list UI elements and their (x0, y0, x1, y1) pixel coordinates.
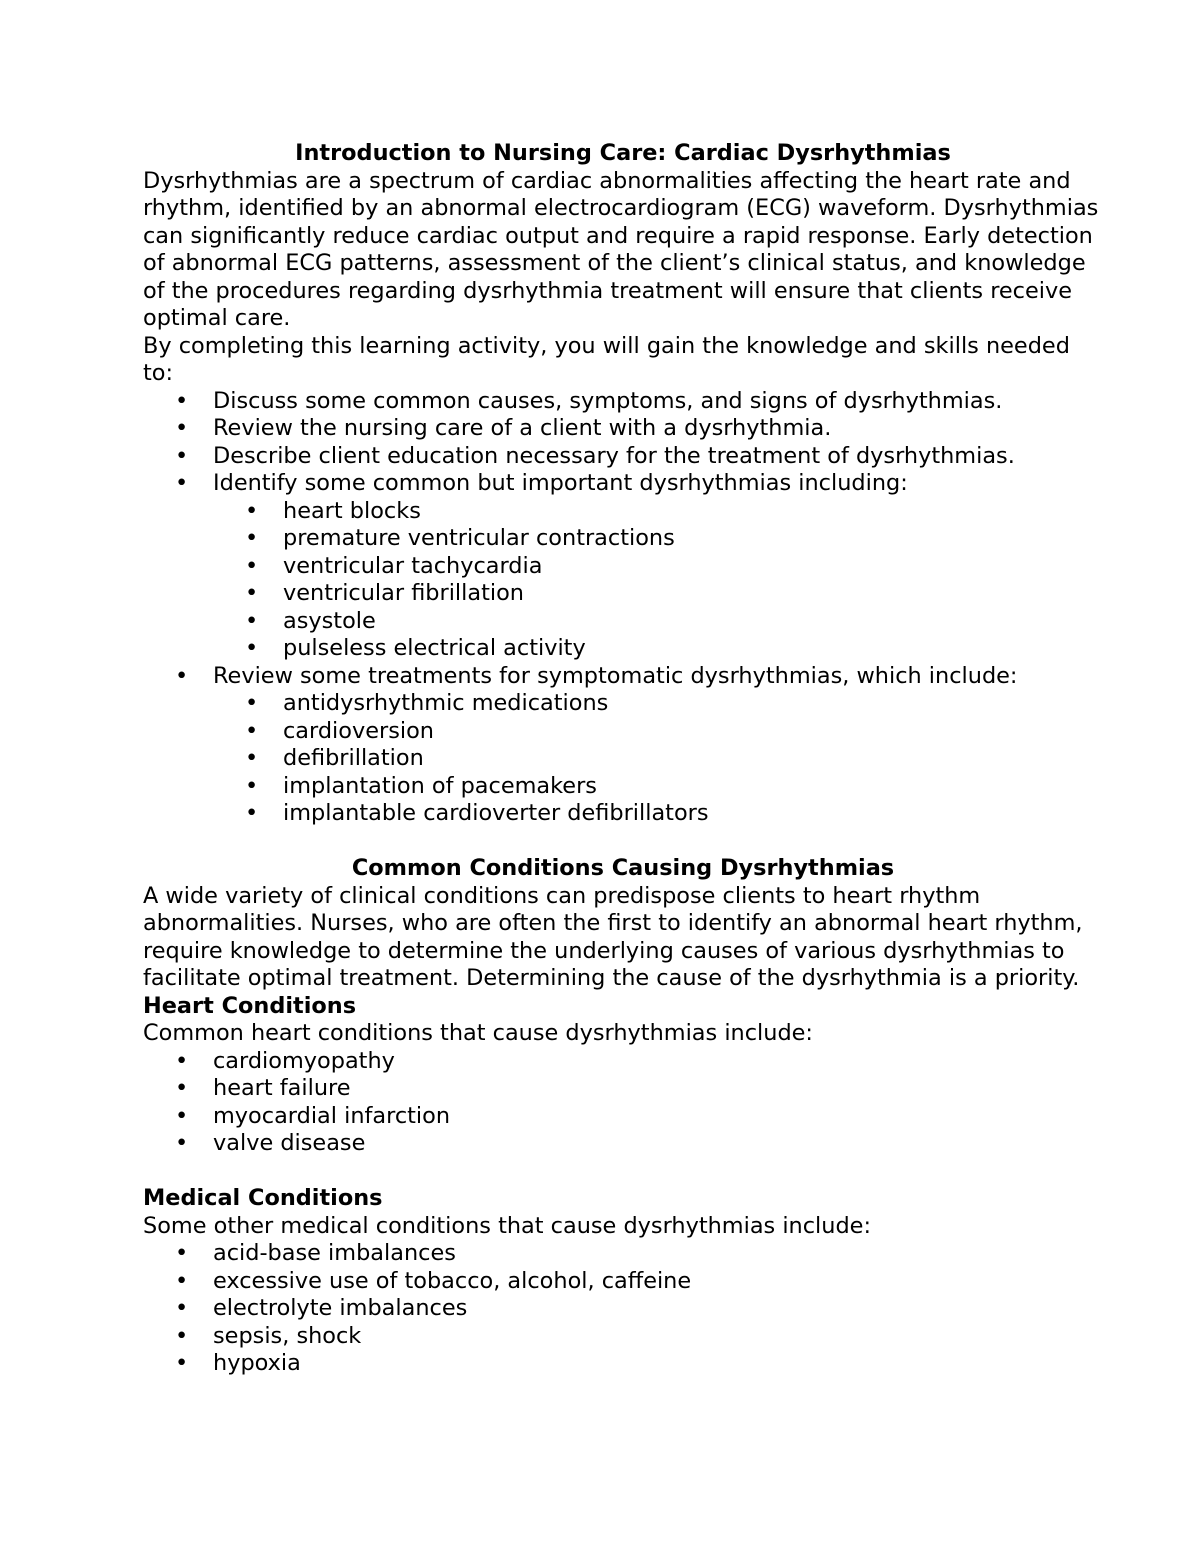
heart-conditions-lead: Common heart conditions that cause dysrhythmias include: (143, 1020, 813, 1046)
list-item: • pulseless electrical activity (245, 635, 586, 661)
objectives-lead: By completing this learning activity, you will gain the knowledge and skills needed to: (143, 332, 1070, 386)
section-spacer (143, 828, 1103, 856)
section-spacer (143, 1158, 1103, 1186)
bullet-icon: • (175, 1130, 189, 1156)
treatments-objective-list (143, 663, 1103, 691)
list-item: • asystole (245, 607, 376, 634)
list-item: • valve disease (175, 1130, 366, 1156)
bullet-icon: • (175, 1047, 189, 1074)
dysrhythmias-list (143, 498, 1103, 663)
list-item: • myocardial infarction (175, 1102, 451, 1129)
list-item: • ventricular tachycardia (245, 552, 543, 579)
conditions-paragraph: A wide variety of clinical conditions can predispose clients to heart rhythm abnormalities. Nurses, who are often the first to identify an abnormal heart rhythm, require knowledge to determine the underlying causes of various dysrhythmias to facilitate optimal treatment. Determining the cause of the dysrhythmia is a priority. (143, 882, 1083, 991)
bullet-icon: • (175, 415, 189, 441)
treatments-list (143, 690, 1103, 828)
bullet-icon: • (245, 800, 259, 826)
list-item: • Discuss some common causes, symptoms, and signs of dysrhythmias. (175, 387, 1003, 414)
bullet-icon: • (175, 1350, 189, 1376)
bullet-icon: • (245, 497, 259, 524)
medical-conditions-heading: Medical Conditions (143, 1185, 383, 1211)
list-item: • cardioversion (245, 717, 434, 744)
bullet-icon: • (245, 552, 259, 579)
bullet-icon: • (245, 745, 259, 771)
bullet-icon: • (245, 690, 259, 716)
objectives-list (143, 388, 1103, 498)
bullet-icon: • (175, 1240, 189, 1266)
document-page (143, 140, 1103, 1378)
list-item: • heart blocks (245, 497, 421, 524)
list-item: • heart failure (175, 1075, 351, 1101)
bullet-icon: • (245, 717, 259, 744)
bullet-icon: • (175, 1102, 189, 1129)
bullet-icon: • (175, 1267, 189, 1294)
bullet-icon: • (175, 470, 189, 496)
bullet-icon: • (245, 580, 259, 606)
list-item: • implantation of pacemakers (245, 772, 597, 799)
heart-conditions-heading: Heart Conditions (143, 992, 357, 1019)
bullet-icon: • (175, 442, 189, 469)
bullet-icon: • (175, 387, 189, 414)
bullet-icon: • (175, 662, 189, 689)
list-item: • Describe client education necessary for the treatment of dysrhythmias. (175, 442, 1015, 469)
bullet-icon: • (245, 525, 259, 551)
list-item: • ventricular fibrillation (245, 580, 524, 606)
bullet-icon: • (175, 1322, 189, 1349)
list-item: • hypoxia (175, 1350, 301, 1376)
bullet-icon: • (175, 1075, 189, 1101)
bullet-icon: • (175, 1295, 189, 1321)
intro-paragraph: Dysrhythmias are a spectrum of cardiac abnormalities affecting the heart rate and rhythm, identified by an abnormal electrocardiogram (ECG) waveform. Dysrhythmias can significantly reduce cardiac output and require a rapid response. Early detection of abnormal ECG patterns, assessment of the client’s clinical status, and knowledge of the procedures regarding dysrhythmia treatment will ensure that clients receive optimal care. (143, 167, 1099, 331)
list-item: • Identify some common but important dysrhythmias including: (175, 470, 908, 496)
list-item: • Review some treatments for symptomatic dysrhythmias, which include: (175, 662, 1018, 689)
page-title: Introduction to Nursing Care: Cardiac Dysrhythmias (295, 140, 951, 166)
list-item: • sepsis, shock (175, 1322, 362, 1349)
list-item: • antidysrhythmic medications (245, 690, 609, 716)
list-item: • defibrillation (245, 745, 424, 771)
list-item: • acid-base imbalances (175, 1240, 456, 1266)
list-item: • implantable cardioverter defibrillators (245, 800, 709, 826)
list-item: • premature ventricular contractions (245, 525, 675, 551)
bullet-icon: • (245, 635, 259, 661)
list-item: • electrolyte imbalances (175, 1295, 468, 1321)
list-item: • Review the nursing care of a client with a dysrhythmia. (175, 415, 832, 441)
medical-conditions-lead: Some other medical conditions that cause dysrhythmias include: (143, 1212, 872, 1239)
bullet-icon: • (245, 607, 259, 634)
list-item: • excessive use of tobacco, alcohol, caffeine (175, 1267, 692, 1294)
medical-conditions-list (143, 1240, 1103, 1378)
heart-conditions-list (143, 1048, 1103, 1158)
section-title: Common Conditions Causing Dysrhythmias (351, 855, 895, 881)
list-item: • cardiomyopathy (175, 1047, 395, 1074)
bullet-icon: • (245, 772, 259, 799)
